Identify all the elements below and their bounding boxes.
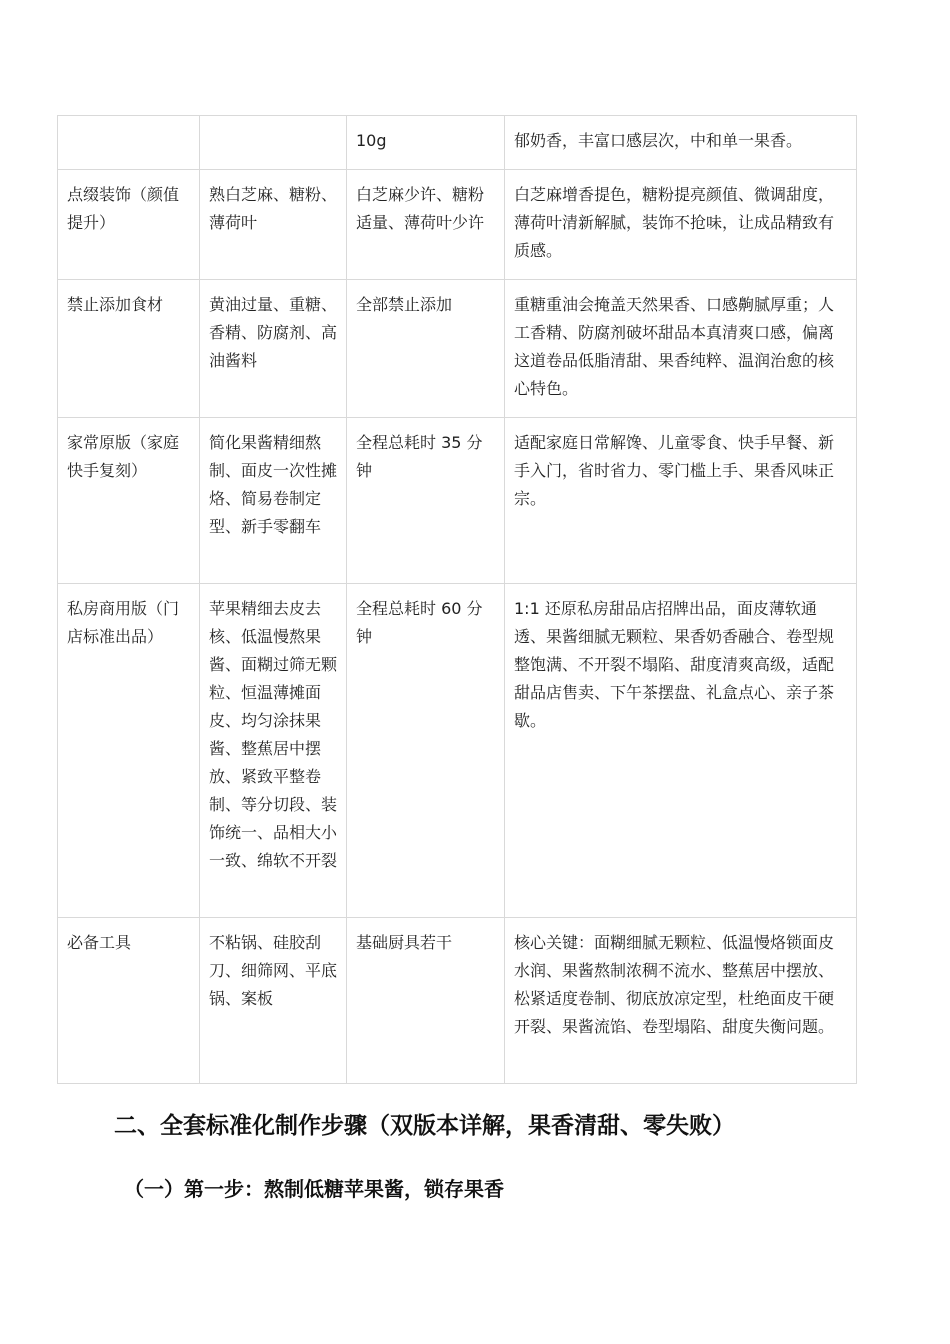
table-cell-amount: 白芝麻少许、糖粉适量、薄荷叶少许 [347,170,505,280]
table-row [58,584,857,918]
table-cell-category [58,116,200,170]
table-cell-ingredients: 简化果酱精细熬制、面皮一次性摊烙、简易卷制定型、新手零翻车 [200,418,347,584]
table-cell-notes: 1:1 还原私房甜品店招牌出品，面皮薄软通透、果酱细腻无颗粒、果香奶香融合、卷型规整饱满、不开裂不塌陷、甜度清爽高级，适配甜品店售卖、下午茶摆盘、礼盒点心、亲子茶歇。 [505,584,857,918]
table-cell-ingredients: 不粘锅、硅胶刮刀、细筛网、平底锅、案板 [200,918,347,1084]
table-row [58,418,857,584]
table-cell-ingredients: 熟白芝麻、糖粉、薄荷叶 [200,170,347,280]
table-row [58,918,857,1084]
table-cell-amount: 10g [347,116,505,170]
section-heading: 二、全套标准化制作步骤（双版本详解，果香清甜、零失败） [114,1113,735,1139]
table-cell-ingredients: 黄油过量、重糖、香精、防腐剂、高油酱料 [200,280,347,418]
table-cell-notes: 重糖重油会掩盖天然果香、口感齁腻厚重；人工香精、防腐剂破坏甜品本真清爽口感，偏离这道卷品低脂清甜、果香纯粹、温润治愈的核心特色。 [505,280,857,418]
table-cell-category: 禁止添加食材 [58,280,200,418]
table-cell-amount: 全程总耗时 35 分钟 [347,418,505,584]
table-cell-notes: 适配家庭日常解馋、儿童零食、快手早餐、新手入门，省时省力、零门槛上手、果香风味正宗。 [505,418,857,584]
table-cell-category: 必备工具 [58,918,200,1084]
table-row [58,280,857,418]
table-cell-amount: 全部禁止添加 [347,280,505,418]
table-cell-amount: 基础厨具若干 [347,918,505,1084]
ingredient-table [57,115,857,1084]
step-heading: （一）第一步：熬制低糖苹果酱，锁存果香 [124,1177,504,1201]
table-cell-notes: 白芝麻增香提色，糖粉提亮颜值、微调甜度，薄荷叶清新解腻，装饰不抢味，让成品精致有质感。 [505,170,857,280]
table-cell-category: 私房商用版（门店标准出品） [58,584,200,918]
table-cell-ingredients [200,116,347,170]
table-cell-notes: 核心关键：面糊细腻无颗粒、低温慢烙锁面皮水润、果酱熬制浓稠不流水、整蕉居中摆放、松紧适度卷制、彻底放凉定型，杜绝面皮干硬开裂、果酱流馅、卷型塌陷、甜度失衡问题。 [505,918,857,1084]
table-cell-category: 点缀装饰（颜值提升） [58,170,200,280]
table-cell-notes: 郁奶香，丰富口感层次，中和单一果香。 [505,116,857,170]
table-cell-ingredients: 苹果精细去皮去核、低温慢熬果酱、面糊过筛无颗粒、恒温薄摊面皮、均匀涂抹果酱、整蕉居中摆放、紧致平整卷制、等分切段、装饰统一、品相大小一致、绵软不开裂 [200,584,347,918]
table-row [58,170,857,280]
table-cell-category: 家常原版（家庭快手复刻） [58,418,200,584]
table-row [58,116,857,170]
table-cell-amount: 全程总耗时 60 分钟 [347,584,505,918]
